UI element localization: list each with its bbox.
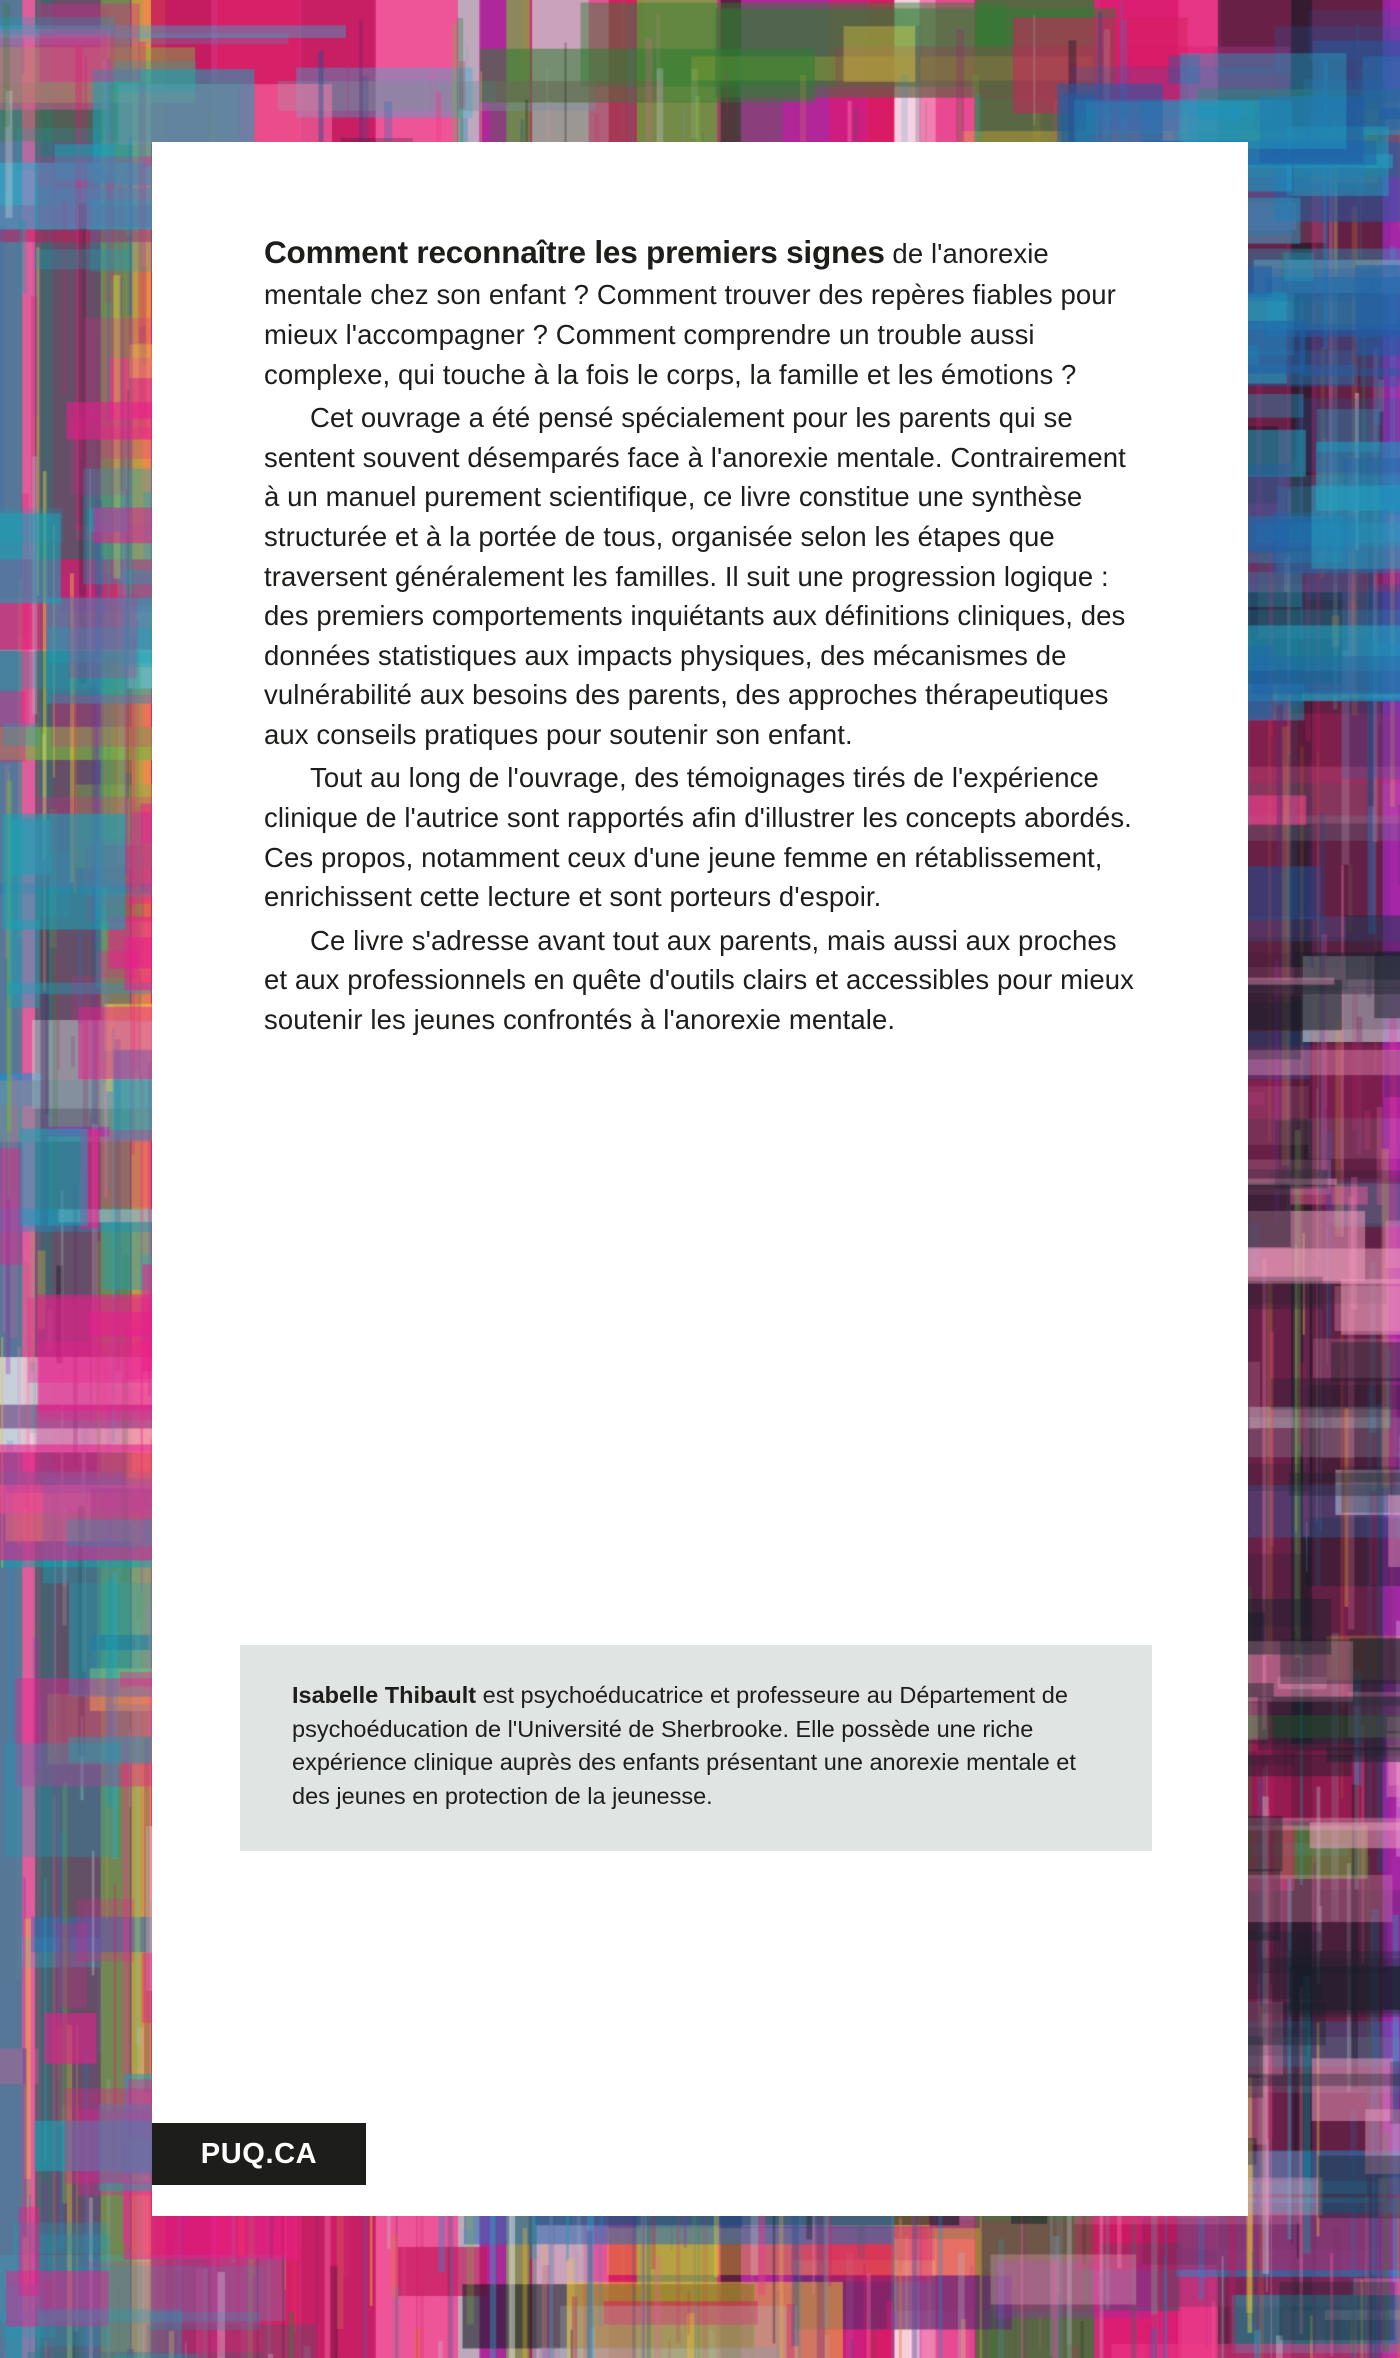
publisher-tag[interactable]	[152, 2123, 366, 2185]
blurb-headline: Comment reconnaître les premiers signes	[264, 234, 885, 270]
author-name: Isabelle Thibault	[292, 1682, 477, 1708]
blurb-paragraph: Tout au long de l'ouvrage, des témoignages tirés de l'expérience clinique de l'autrice sont rapportés afin d'illustrer les concepts abordés. Ces propos, notamment ceux d'une jeune femme en rétablissement, enrichissent cette lecture et sont porteurs d'espoir.	[264, 762, 1132, 913]
author-bio-text	[292, 1679, 1108, 1813]
author-bio: est psychoéducatrice et professeure au Département de psychoéducation de l'Université de Sherbrooke. Elle possède une riche expérience clinique auprès des enfants présentant une anorexie mentale et des jeunes en protection de la jeunesse.	[292, 1682, 1076, 1809]
blurb-paragraph	[264, 230, 1136, 394]
blurb-paragraph: Cet ouvrage a été pensé spécialement pour les parents qui se sentent souvent désemparés face à l'anorexie mentale. Contrairement à un manuel purement scientifique, ce livre constitue une synthèse structurée et à la portée de tous, organisée selon les étapes que traversent généralement les familles. Il suit une progression logique : des premiers comportements inquiétants aux définitions cliniques, des données statistiques aux impacts physiques, des mécanismes de vulnérabilité aux besoins des parents, des approches thérapeutiques aux conseils pratiques pour soutenir son enfant.	[264, 402, 1126, 750]
blurb-paragraph: Ce livre s'adresse avant tout aux parents, mais aussi aux proches et aux professionnels en quête d'outils clairs et accessibles pour mieux soutenir les jeunes confrontés à l'anorexie mentale.	[264, 924, 1134, 1036]
blurb-paragraph-text: de l'anorexie mentale chez son enfant ? Comment trouver des repères fiables pour mieux l'accompagner ? Comment comprendre un trouble aussi complexe, qui touche à la fois le corps, la famille et les émotions ?	[264, 238, 1116, 390]
blurb-panel	[152, 142, 1248, 2216]
blurb-text	[264, 230, 1136, 1040]
publisher-tag-label: PUQ.CA	[200, 2137, 318, 2170]
author-bio-box	[240, 1645, 1152, 1851]
